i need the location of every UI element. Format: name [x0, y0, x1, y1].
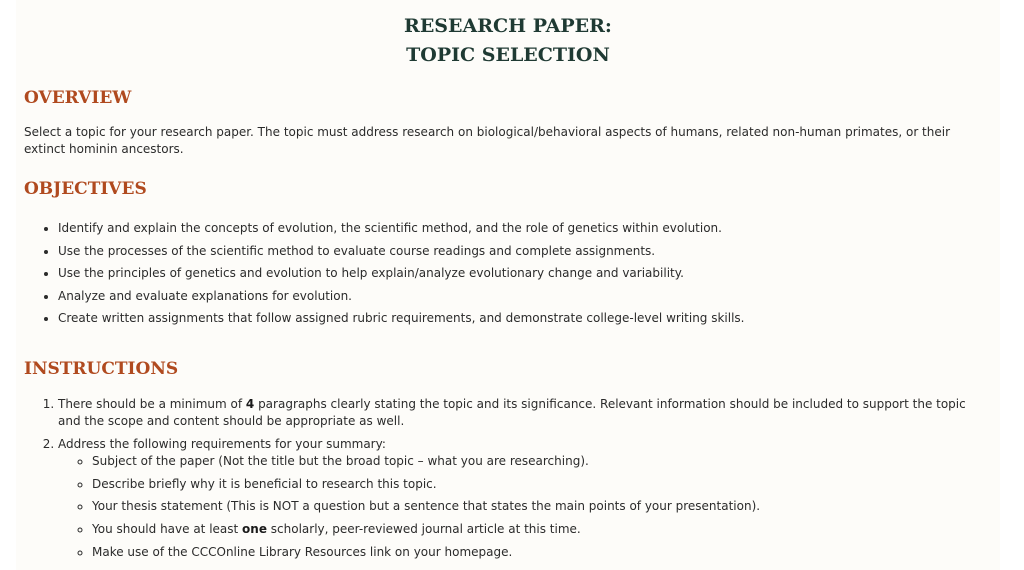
objective-item: • Use the processes of the scientific method to evaluate course readings and complete assignments.: [58, 240, 992, 263]
requirement-item: ◦ Make use of the CCCOnline Library Resources link on your homepage.: [92, 541, 992, 564]
requirement-4-text-a: You should have at least: [92, 522, 243, 537]
objective-item: • Identify and explain the concepts of evolution, the scientific method, and the role of genetics within evolution.: [58, 217, 992, 240]
requirement-4-text-b: scholarly, peer-reviewed journal article at this time.: [266, 522, 581, 537]
overview-heading: OVERVIEW: [24, 88, 132, 108]
requirement-item: [92, 518, 992, 541]
instruction-1-text-b: paragraphs clearly stating the topic and its significance. Relevant information should be included to support the topic and the scope and content should be appropriate as well.: [58, 396, 966, 428]
instruction-1-bold: 4: [245, 396, 255, 411]
page-title: [24, 0, 992, 70]
requirement-4-bold: one: [242, 522, 267, 537]
instructions-heading: INSTRUCTIONS: [24, 358, 179, 379]
instruction-item-2: [58, 436, 992, 564]
requirement-item: ◦ Subject of the paper (Not the title but the broad topic – what you are researching).: [92, 450, 992, 473]
requirement-item: ◦ Describe briefly why it is beneficial to research this topic.: [92, 473, 992, 496]
instruction-2-text: Address the following requirements for your summary:: [58, 436, 386, 451]
objective-item: • Analyze and evaluate explanations for evolution.: [58, 285, 992, 308]
document-page: [16, 0, 1000, 570]
requirement-item: ◦ Your thesis statement (This is NOT a question but a sentence that states the main points of your presentation).: [92, 495, 992, 518]
instruction-1-text-a: There should be a minimum of: [58, 396, 246, 411]
objective-item: • Create written assignments that follow assigned rubric requirements, and demonstrate college-level writing skills.: [58, 307, 992, 330]
overview-text: Select a topic for your research paper. The topic must address research on biological/behavioral aspects of humans, related non-human primates, or their extinct hominin ancestors.: [24, 125, 951, 156]
title-line-1: RESEARCH PAPER:: [404, 15, 612, 37]
instruction-item-1: [58, 396, 992, 430]
objectives-heading: OBJECTIVES: [24, 179, 147, 199]
requirements-sublist: [58, 450, 992, 564]
title-line-2: TOPIC SELECTION: [406, 44, 610, 66]
objective-item: • Use the principles of genetics and evolution to help explain/analyze evolutionary change and variability.: [58, 262, 992, 285]
objectives-list: [24, 217, 992, 330]
instructions-list: [24, 396, 992, 564]
